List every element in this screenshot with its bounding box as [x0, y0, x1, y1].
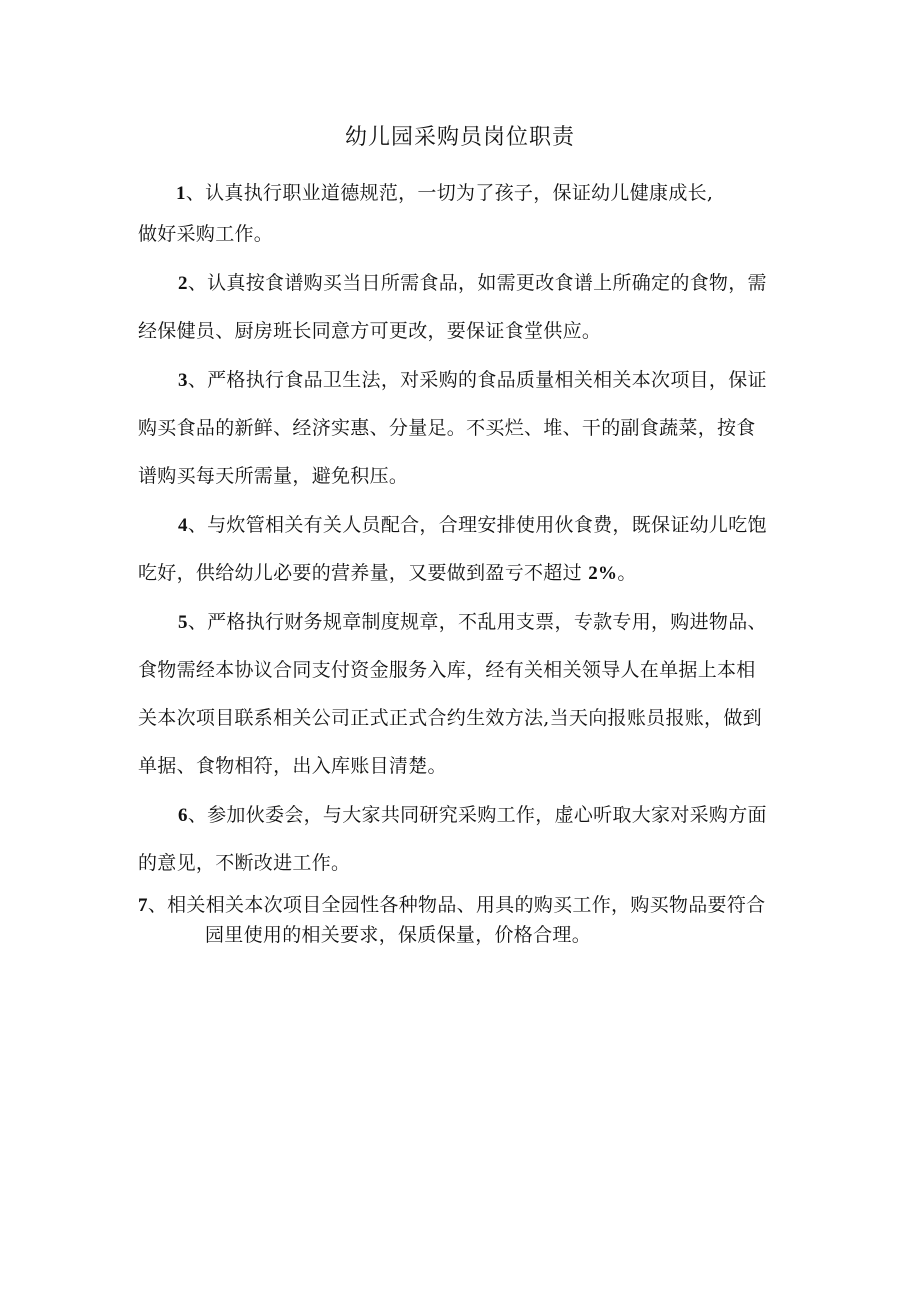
- item-6-line-1: 6、参加伙委会，与大家共同研究采购工作，虚心听取大家对采购方面: [178, 804, 767, 826]
- item-4-number: 4: [178, 515, 188, 536]
- loss-percentage: 2%: [588, 563, 618, 584]
- item-2-line-2: 经保健员、厨房班长同意方可更改，要保证食堂供应。: [138, 320, 602, 342]
- item-6-number: 6: [178, 805, 188, 826]
- document-title: 幼儿园采购员岗位职责: [344, 125, 575, 150]
- item-5-line-4: 单据、食物相符，出入库账目清楚。: [138, 755, 447, 777]
- item-1-line-1: 1、认真执行职业道德规范，一切为了孩子，保证幼儿健康成长,: [176, 182, 714, 204]
- item-2-number: 2: [178, 273, 188, 294]
- item-7-line-1: 7、相关相关本次项目全园性各种物品、用具的购买工作，购买物品要符合: [138, 894, 766, 916]
- item-1-line-2: 做好采购工作。: [138, 223, 274, 245]
- item-7-number: 7: [138, 895, 148, 916]
- item-5-line-3: 关本次项目联系相关公司正式正式合约生效方法,当天向报账员报账，做到: [138, 707, 762, 729]
- item-3-line-2: 购买食品的新鲜、经济实惠、分量足。不买烂、堆、干的副食蔬菜，按食: [138, 417, 756, 439]
- item-5-number: 5: [178, 612, 188, 633]
- item-1-number: 1: [176, 183, 186, 204]
- item-5-line-2: 食物需经本协议合同支付资金服务入库，经有关相关领导人在单据上本相: [138, 659, 756, 681]
- item-3-number: 3: [178, 370, 188, 391]
- item-2-line-1: 2、认真按食谱购买当日所需食品，如需更改食谱上所确定的食物，需: [178, 272, 767, 294]
- item-5-line-1: 5、严格执行财务规章制度规章，不乱用支票，专款专用，购进物品、: [178, 611, 767, 633]
- item-3-line-3: 谱购买每天所需量，避免积压。: [138, 465, 409, 487]
- item-4-line-2: 吃好，供给幼儿必要的营养量，又要做到盈亏不超过 2%。: [138, 562, 637, 584]
- item-7-line-2: 园里使用的相关要求，保质保量，价格合理。: [205, 924, 592, 946]
- item-3-line-1: 3、严格执行食品卫生法，对采购的食品质量相关相关本次项目，保证: [178, 369, 767, 391]
- item-6-line-2: 的意见，不断改进工作。: [138, 852, 351, 874]
- item-4-line-1: 4、与炊管相关有关人员配合，合理安排使用伙食费，既保证幼儿吃饱: [178, 514, 767, 536]
